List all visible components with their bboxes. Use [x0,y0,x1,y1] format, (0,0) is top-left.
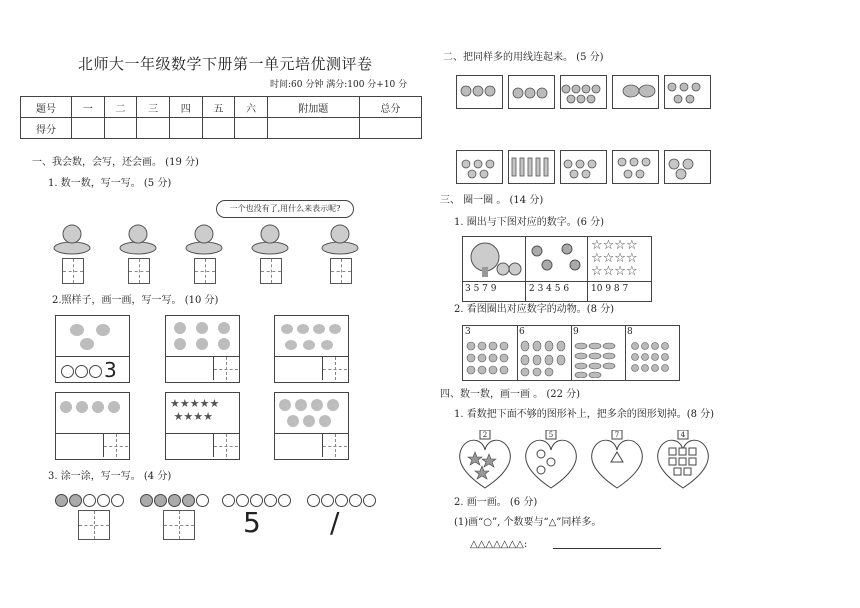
cat-icon [327,399,339,411]
speech-bubble: 一个也没有了,用什么来表示呢? [216,200,354,218]
animal-icon [174,338,186,350]
score-input[interactable] [202,118,235,139]
butterfly-icon [527,239,587,279]
write-box[interactable] [322,357,347,380]
q4-2-1-prompt: (1)画“○”, 个数要与“△”同样多。 [454,517,602,528]
section1-heading: 一、我会数，会写，还会画。 (19 分) [32,157,199,168]
cat-icon [295,399,307,411]
cat-icon [303,415,315,427]
animal-illustrations [456,150,711,184]
dog-icon [321,340,333,350]
animals-grid[interactable] [463,338,679,378]
circle [75,365,88,378]
dog-icon [313,324,325,334]
draw-panel [165,315,240,383]
plates-row [50,212,370,292]
score-input[interactable] [72,118,105,139]
cat-icon [311,399,323,411]
dog-icon [297,324,309,334]
bird-icon [80,338,94,350]
animal-icon [196,338,208,350]
score-cell: 四 [169,97,202,118]
heart-number: 7 [614,431,620,439]
score-cell: 六 [235,97,268,118]
fruit-illustrations [456,75,711,109]
q3-1-prompt: 1. 圈出与下图对应的数字。(6 分) [454,217,605,228]
score-input[interactable] [104,118,137,139]
flower-icon [76,401,88,413]
triangles-row: △△△△△△△: [470,539,528,550]
cat-icon [279,399,291,411]
section2-heading: 二、把同样多的用线连起来。 (5 分) [443,52,604,63]
digit-one: / [330,506,340,539]
score-cell: 总分 [359,97,421,118]
score-label: 得分 [21,118,72,139]
circle [89,365,102,378]
example-panel [55,315,130,383]
section4-heading: 四、数一数，画一画 。 (22 分) [440,389,581,400]
flower-icon [92,401,104,413]
answer-line[interactable] [553,548,661,549]
animal-icon [174,322,186,334]
dog-icon [285,340,297,350]
hearts-row [455,430,715,492]
tree-icon [465,239,525,279]
write-box[interactable] [78,510,110,540]
write-box[interactable] [260,258,282,284]
circle-number-table [462,236,652,302]
animal-icon [218,338,230,350]
number-options[interactable]: 3 5 7 9 [465,284,497,294]
heart-shape [592,440,643,488]
dog-icon [303,340,315,350]
color-group [140,492,220,511]
number-options[interactable]: 2 3 4 5 6 [529,284,570,294]
bird-icon [70,324,84,336]
digit-five: 5 [243,506,261,539]
draw-panel [55,392,130,460]
write-box[interactable] [322,434,347,457]
example-digit: 3 [104,358,117,382]
score-cell: 五 [202,97,235,118]
q3-2-prompt: 2. 看图圈出对应数字的动物。(8 分) [454,304,615,315]
flower-icon [108,401,120,413]
color-group [307,492,387,511]
circle [61,365,74,378]
heart-number: 2 [482,431,488,439]
score-cell: 二 [104,97,137,118]
q4-2-prompt: 2. 画一画。 (6 分) [454,497,538,508]
color-group [55,492,135,511]
flower-icon [60,401,72,413]
q1-1-prompt: 1. 数一数，写一写。 (5 分) [48,178,172,189]
write-box[interactable] [330,258,352,284]
dog-icon [329,324,341,334]
score-input[interactable] [169,118,202,139]
color-group [222,492,302,511]
draw-panel [165,392,240,460]
score-input[interactable] [235,118,268,139]
write-box[interactable] [128,258,150,284]
score-input[interactable] [137,118,170,139]
target-number: 8 [627,327,633,337]
number-options[interactable]: 10 9 8 7 [591,284,629,294]
score-header-row [21,97,422,118]
stars-group: ★★★★★ ★★★★ [170,397,220,423]
target-number: 3 [465,327,471,337]
score-input[interactable] [359,118,421,139]
write-box[interactable] [163,510,195,540]
cat-icon [319,415,331,427]
score-table [20,96,422,139]
score-cell: 三 [137,97,170,118]
page-title: 北师大一年级数学下册第一单元培优测评卷 [78,55,373,73]
score-cell: 题号 [21,97,72,118]
exam-meta: 时间:60 分钟 满分:100 分+10 分 [270,80,408,90]
animal-icon [218,322,230,334]
draw-panel [274,392,349,460]
score-input[interactable] [267,118,359,139]
score-cell: 附加题 [267,97,359,118]
write-box[interactable] [194,258,216,284]
animal-icon [196,322,208,334]
q1-3-prompt: 3. 涂一涂，写一写。 (4 分) [48,471,172,482]
write-box[interactable] [213,434,238,457]
example-circles [61,363,103,382]
write-box[interactable] [62,258,84,284]
write-box[interactable] [103,434,128,457]
heart-number: 4 [680,431,686,439]
score-value-row [21,118,422,139]
q4-1-prompt: 1. 看数把下面不够的图形补上，把多余的图形划掉。(8 分) [454,409,715,420]
dog-icon [281,324,293,334]
heart-number: 5 [548,431,554,439]
draw-panel [274,315,349,383]
target-number: 6 [519,327,525,337]
target-number: 9 [573,327,579,337]
star-grid: ☆☆☆☆ ☆☆☆☆ ☆☆☆☆ [591,238,638,279]
score-cell: 一 [72,97,105,118]
write-box[interactable] [213,357,238,380]
cat-icon [287,415,299,427]
q1-2-prompt: 2.照样子，画一画，写一写。 (10 分) [52,295,219,306]
animal-circle-table [462,325,680,381]
divider [56,356,129,357]
section3-heading: 三、 圈一圈 。 (14 分) [440,195,544,206]
bird-icon [96,324,110,336]
